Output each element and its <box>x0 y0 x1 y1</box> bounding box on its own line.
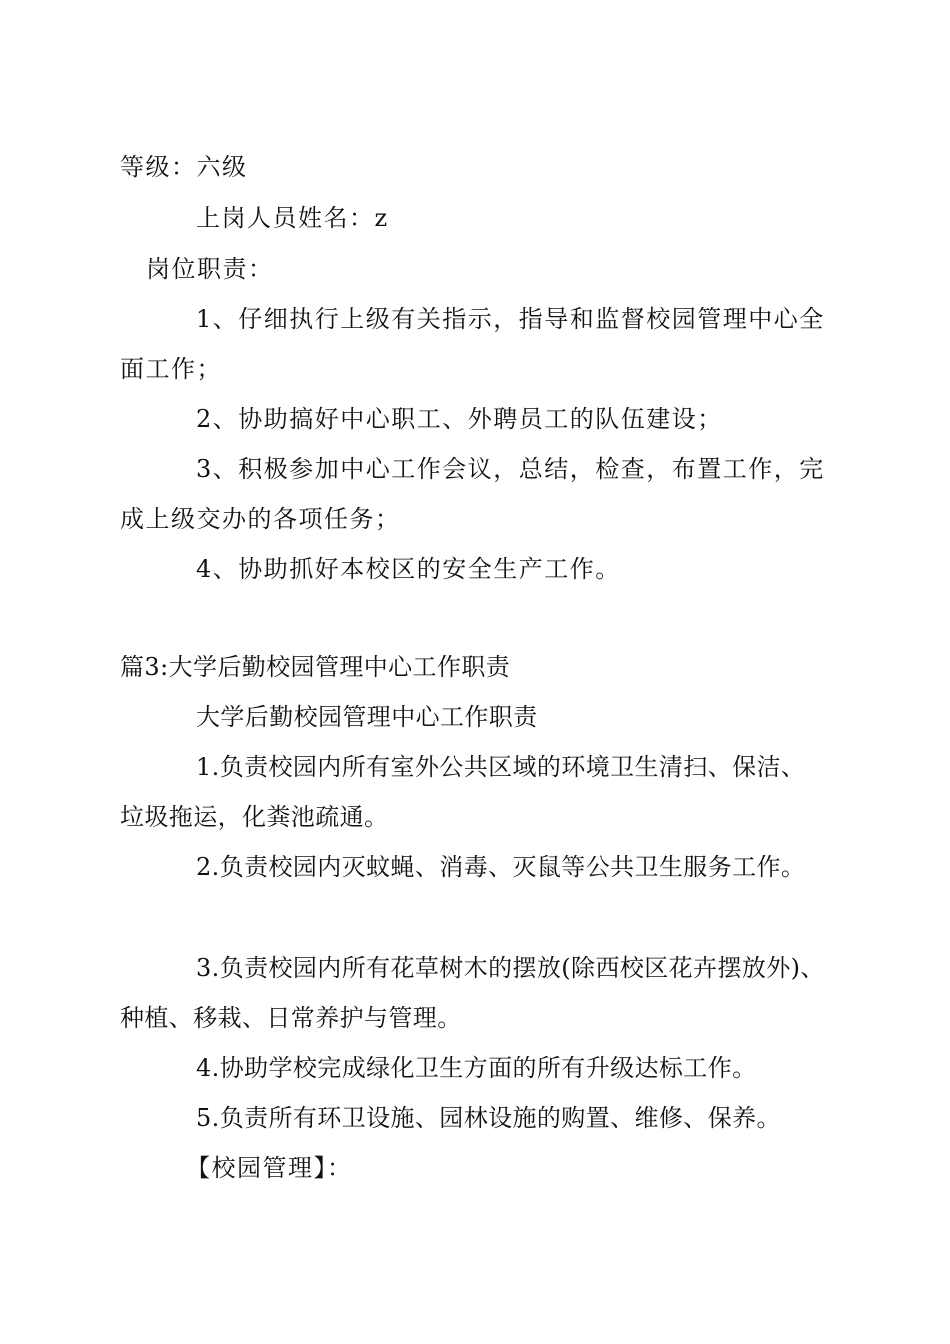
responsibility-3-line-2: 种植、移栽、日常养护与管理。 <box>120 1004 462 1032</box>
section-title: 篇3:大学后勤校园管理中心工作职责 <box>120 653 511 681</box>
grade-line: 等级：六级 <box>120 153 248 181</box>
duty-item-1-line-2: 面工作； <box>120 355 222 383</box>
duty-item-4: 4、协助抓好本校区的安全生产工作。 <box>196 555 621 583</box>
duties-heading: 岗位职责： <box>146 255 274 283</box>
responsibility-5: 5.负责所有环卫设施、园林设施的购置、维修、保养。 <box>196 1104 781 1132</box>
duty-item-2: 2、协助搞好中心职工、外聘员工的队伍建设； <box>196 405 723 433</box>
campus-management-heading: 【校园管理】： <box>186 1154 353 1182</box>
duty-item-3-line-2: 成上级交办的各项任务； <box>120 505 401 533</box>
responsibility-3-line-1: 3.负责校园内所有花草树木的摆放(除西校区花卉摆放外)、 <box>196 954 825 982</box>
section-subtitle: 大学后勤校园管理中心工作职责 <box>196 703 538 731</box>
duty-item-1-line-1: 1、仔细执行上级有关指示，指导和监督校园管理中心全 <box>196 305 825 333</box>
staff-name-line: 上岗人员姓名：z <box>196 204 389 232</box>
responsibility-1-line-1: 1.负责校园内所有室外公共区域的环境卫生清扫、保洁、 <box>196 753 806 781</box>
duty-item-3-line-1: 3、积极参加中心工作会议，总结，检查，布置工作，完 <box>196 455 825 483</box>
responsibility-1-line-2: 垃圾拖运，化粪池疏通。 <box>120 803 389 831</box>
responsibility-2: 2.负责校园内灭蚊蝇、消毒、灭鼠等公共卫生服务工作。 <box>196 853 806 881</box>
responsibility-4: 4.协助学校完成绿化卫生方面的所有升级达标工作。 <box>196 1054 757 1082</box>
